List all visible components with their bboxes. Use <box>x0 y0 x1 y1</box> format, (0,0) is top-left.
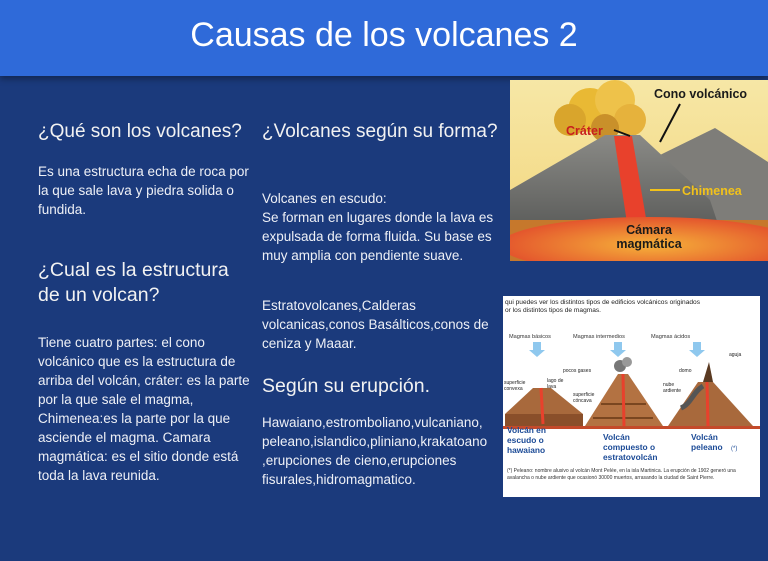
label-aguja: aguja <box>729 352 742 358</box>
volcano-types-illustration <box>503 296 760 497</box>
volcano-types-diagram <box>503 296 760 497</box>
magma-arrows <box>529 342 705 357</box>
label-magmas-intermedios: Magmas intermedios <box>573 334 625 340</box>
diagram2-header-line1: qui puedes ver los distintos tipos de edificios volcánicos originados <box>505 299 700 306</box>
answer-what-are-volcanoes: Es una estructura echa de roca por la que sale lava y piedra solida o fundida. <box>38 164 249 217</box>
eruption-types-text: Hawaiano,estromboliano,vulcaniano, peleano,islandico,pliniano,krakatoano ,erupciones de cieno,erupciones fisurales,hidromagmatico. <box>262 415 488 487</box>
label-volcan-escudo: Volcán en escudo o hawaiano <box>507 425 546 455</box>
other-volcano-types-text: Estratovolcanes,Calderas volcanicas,conos Basálticos,conos de ceniza y Maaar. <box>262 298 489 351</box>
title-bar <box>0 0 768 76</box>
label-camara-magmatica: Cámara magmática <box>616 223 682 251</box>
label-superficie-convexa: superficie convexa <box>504 380 526 392</box>
question-by-eruption: Según su erupción. <box>262 375 431 397</box>
label-superficie-concava: superficie cóncava <box>573 392 595 404</box>
label-lago-lava: lago de lava <box>547 378 564 390</box>
slide-title: Causas de los volcanes 2 <box>190 16 578 54</box>
diagram1-arrows <box>510 80 768 261</box>
volcano-structure-diagram <box>510 80 768 261</box>
arrow-crater <box>614 130 630 136</box>
down-arrow-icon <box>529 342 545 357</box>
label-magmas-basicos: Magmas básicos <box>509 334 551 340</box>
label-chimenea: Chimenea <box>682 184 742 198</box>
label-domo: domo <box>679 368 692 374</box>
down-arrow-icon <box>689 342 705 357</box>
answer-volcano-structure: Tiene cuatro partes: el cono volcánico que es la estructura de arriba del volcán, cráter: es la parte por la que sale el magma, Chimenea:es la parte por la que asciende el magma. Camara magmática: es el sitio donde está toda la lava reunida. <box>38 335 250 483</box>
label-pocos-gases: pocos gases <box>563 368 592 374</box>
label-volcan-compuesto: Volcán compuesto o estratovolcán <box>603 432 658 462</box>
down-arrow-icon <box>610 342 626 357</box>
label-crater: Cráter <box>566 124 603 138</box>
label-cono-volcanico: Cono volcánico <box>654 87 748 101</box>
diagram2-footnote: (*) Peleano: nombre alusivo al volcán Mont Pelée, en la isla Martinica. La erupción de 1902 generó una avalancha o nube ardiente que ocasionó 30000 muertos, arrasando la ciudad de Saint Pierre. <box>507 468 736 481</box>
question-volcano-structure: ¿Cual es la estructura de un volcan? <box>38 259 229 306</box>
shield-volcanoes-text: Volcanes en escudo: Se forman en lugares donde la lava es expulsada de forma fluida. Su base es muy amplia con pendiente suave. <box>262 191 494 263</box>
question-volcanoes-by-shape: ¿Volcanes según su forma? <box>262 121 498 142</box>
arrow-cono <box>660 104 680 142</box>
diagram2-header-line2: or los distintos tipos de magmas. <box>505 307 602 314</box>
label-asterisk: (*) <box>731 446 738 452</box>
label-magmas-acidos: Magmas ácidos <box>651 334 691 340</box>
label-nube-ardiente: nube ardiente <box>663 382 682 394</box>
label-volcan-peleano: Volcán peleano <box>691 432 723 452</box>
question-what-are-volcanoes: ¿Qué son los volcanes? <box>38 121 242 142</box>
